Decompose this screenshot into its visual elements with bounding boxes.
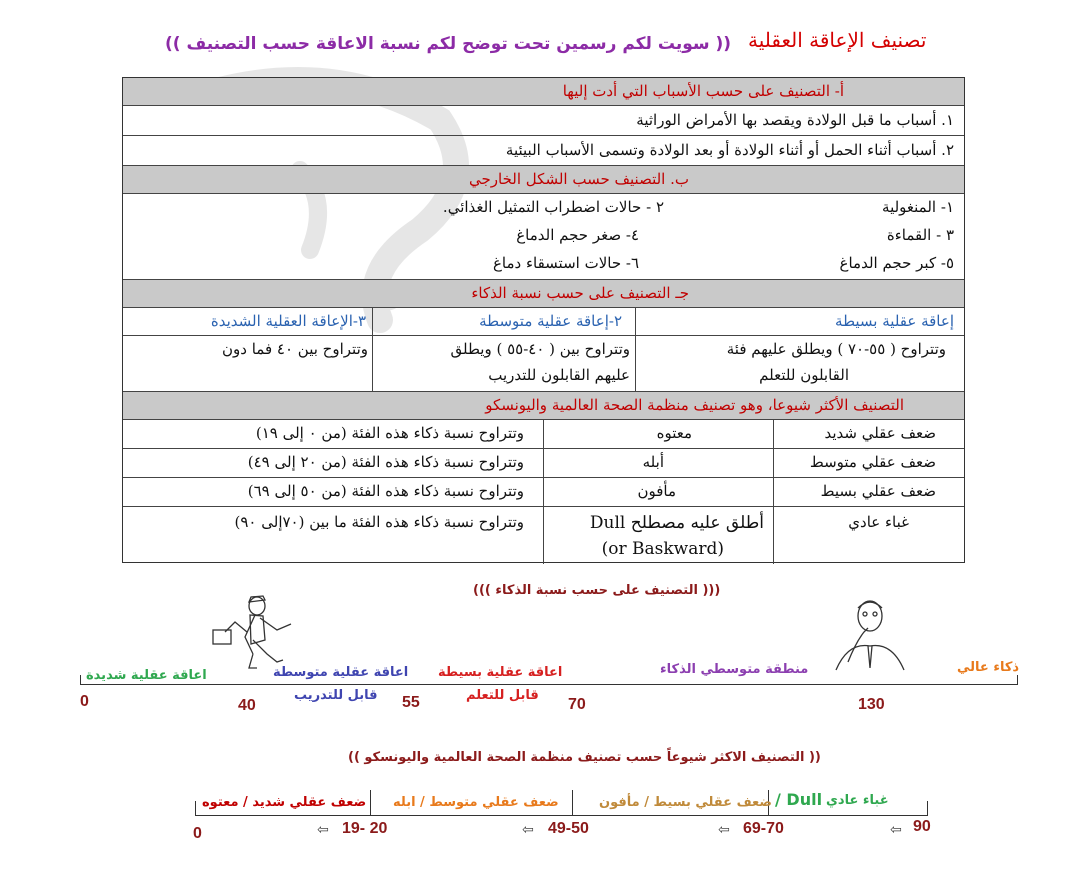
label-moderate-disability: اعاقة عقلية متوسطة [273, 665, 409, 680]
label-severe-disability: اعاقة عقلية شديدة [86, 668, 207, 683]
scale1-number-70: 70 [568, 696, 586, 713]
term-cell: مأفون [637, 482, 676, 500]
section-b-item-4: ٤- صغر حجم الدماغ [516, 226, 639, 244]
table-row [123, 420, 964, 449]
desc-moderate-line-2: عليهم القابلون للتدريب [488, 366, 630, 384]
page-title: تصنيف الإعاقة العقلية [748, 28, 927, 52]
level-cell: غباء عادي [848, 513, 909, 531]
section-a-line-1-row [123, 106, 964, 136]
desc-severe-line-1: وتتراوح بين ٤٠ فما دون [222, 340, 368, 358]
range-cell: وتتراوح نسبة ذكاء هذه الفئة (من ٠ إلى ١٩) [255, 424, 524, 442]
range-cell: وتتراوح نسبة ذكاء هذه الفئة (من ٥٠ إلى ٦٩) [247, 482, 524, 500]
label-average-intelligence: منطقة متوسطي الذكاء [660, 662, 809, 677]
desc-moderate-line-1: وتتراوح بين ( ٤٠-٥٥ ) ويطلق [450, 340, 630, 358]
left-arrow-icon: ⇦ [890, 822, 902, 838]
label-trainable: قابل للتدريب [294, 688, 378, 703]
range-cell: وتتراوح نسبة ذكاء هذه الفئة (من ٢٠ إلى ٤٩) [247, 453, 524, 471]
scale1-number-0: 0 [80, 693, 89, 710]
segment-simple: ضعف عقلي بسيط / مأفون [599, 795, 772, 810]
scale2-tick [927, 801, 928, 816]
level-cell: ضعف عقلي شديد [824, 424, 936, 442]
segment-dull-english: Dull / [775, 790, 823, 809]
label-simple-disability: اعاقة عقلية بسيطة [438, 665, 563, 680]
section-b-heading-row [123, 166, 964, 194]
table-row [123, 478, 964, 507]
range-cell: وتتراوح نسبة ذكاء هذه الفئة ما بين (٧٠إلى ٩٠) [234, 513, 524, 531]
scale1-number-40: 40 [238, 697, 256, 714]
section-b-heading: ب. التصنيف حسب الشكل الخارجي [469, 170, 689, 188]
segment-severe: ضعف عقلي شديد / معتوه [202, 795, 367, 810]
scale1-axis [80, 684, 1018, 685]
classification-table [122, 77, 965, 563]
term-cell: معتوه [656, 424, 692, 442]
thinking-man-sketch [828, 592, 910, 672]
section-c-heading: جـ التصنيف على حسب نسبة الذكاء [471, 284, 689, 302]
scale1-title: ((( التصنيف على حسب نسبة الذكاء ))) [473, 583, 721, 598]
page-subtitle: (( سويت لكم رسمين تحت توضح لكم نسبة الاعاقة حسب التصنيف )) [165, 34, 732, 54]
section-d-heading-row [123, 392, 964, 420]
segment-moderate: ضعف عقلي متوسط / ابله [393, 795, 559, 810]
level-cell: ضعف عقلي متوسط [809, 453, 936, 471]
range-69-70: 69-70 [743, 820, 784, 837]
section-c-desc-row [123, 336, 964, 392]
desc-simple-line-1: وتتراوح ( ٥٥-٧٠ ) ويطلق عليهم فئة [726, 340, 946, 358]
section-d-heading: التصنيف الأكثر شيوعا، وهو تصنيف منظمة الصحة العالمية واليونسكو [485, 396, 904, 414]
section-b-item-3: ٣ - القماءة [886, 226, 954, 244]
label-high-intelligence: ذكاء عالي [957, 660, 1020, 675]
section-a-line-1: ١. أسباب ما قبل الولادة ويقصد بها الأمراض الوراثية [636, 111, 954, 129]
scale1-number-55: 55 [402, 694, 420, 711]
table-row [123, 449, 964, 478]
col-header-simple: إعاقة عقلية بسيطة [835, 312, 954, 330]
col-header-severe: ٣-الإعاقة العقلية الشديدة [210, 312, 366, 330]
section-b-body [123, 194, 964, 280]
section-a-line-2-row [123, 136, 964, 166]
table-row [123, 507, 964, 564]
section-b-item-6: ٦- حالات استسقاء دماغ [492, 254, 639, 272]
left-arrow-icon: ⇦ [718, 822, 730, 838]
level-cell: ضعف عقلي بسيط [820, 482, 936, 500]
label-educable: قابل للتعلم [466, 688, 539, 703]
scale2-tick [370, 790, 371, 815]
range-90: 90 [913, 818, 931, 835]
section-b-item-2: ٢ - حالات اضطراب التمثيل الغذائي. [442, 198, 664, 216]
left-arrow-icon: ⇦ [317, 822, 329, 838]
segment-dull-arabic: غباء عادي [826, 793, 889, 808]
section-c-header-row [123, 308, 964, 336]
scale1-tick [1017, 675, 1018, 685]
scale2-title: (( التصنيف الاكثر شيوعاً حسب تصنيف منظمة الصحة العالمية واليونسكو )) [348, 750, 821, 765]
section-b-item-5: ٥- كبر حجم الدماغ [839, 254, 954, 272]
section-b-item-1: ١- المنغولية [882, 198, 954, 216]
range-19-20: 19- 20 [342, 820, 388, 837]
section-a-line-2: ٢. أسباب أثناء الحمل أو أثناء الولادة أو بعد الولادة وتسمى الأسباب البيئية [505, 141, 954, 159]
scale1-tick [80, 675, 81, 685]
section-c-heading-row [123, 280, 964, 308]
scale2-tick [572, 790, 573, 815]
term-cell: أبله [642, 453, 664, 471]
left-arrow-icon: ⇦ [522, 822, 534, 838]
range-49-50: 49-50 [548, 820, 589, 837]
scale2-axis [195, 815, 928, 816]
section-a-heading-row [123, 78, 964, 106]
desc-simple-line-2: القابلون للتعلم [759, 366, 849, 384]
scale2-tick [195, 801, 196, 816]
walking-man-sketch [205, 592, 300, 672]
scale1-number-130: 130 [858, 696, 885, 713]
section-a-heading: أ- التصنيف على حسب الأسباب التي أدت إليها [562, 82, 844, 100]
col-header-moderate: ٢-إعاقة عقلية متوسطة [479, 312, 622, 330]
range-0: 0 [193, 825, 202, 842]
term-cell: أطلق عليه مصطلح Dull [589, 513, 764, 533]
term-cell-line-2: (or Baskward) [601, 539, 724, 559]
